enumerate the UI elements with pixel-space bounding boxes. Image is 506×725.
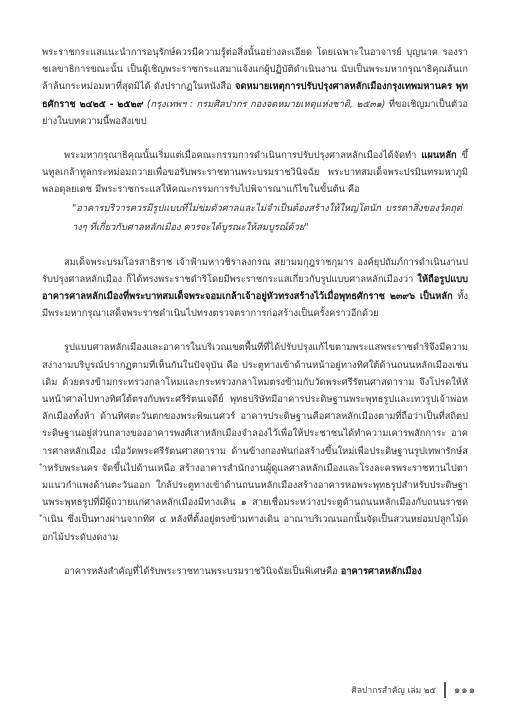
paragraph-3-tail: ทั้งมีพระมหากรุณาเสด็จพระราชดำเนินไปทรงตรวจตราการก่อสร้างเป็นครั้งคราวอีกด้วย: [42, 291, 468, 320]
royal-quote: [42, 199, 468, 237]
design-directive: ให้ถือรูปแบบอาคารศาลหลักเมืองที่พระบาทสมเด็จพระจอมเกล้าเจ้าอยู่หัวทรงสร้างไว้เมื่อพุทธศักราช ๒๓๙๖ เป็นหลัก: [42, 273, 468, 303]
paragraph-5-text: อาคารหลังสำคัญที่ได้รับพระราชทานพระบรมราชวินิจฉัยเป็นพิเศษคือ: [64, 565, 338, 577]
royal-quote-text: "อาคารบริวารควรมีรูปแบบที่ไม่ข่มตัวศาลและไม่จำเป็นต้องสร้างให้ใหญ่โตนัก บรรดาสิ่งของวัตถุต่างๆ ที่เกี่ยวกับศาลหลักเมือง ควรจะได้บูรณะให้สมบูรณ์ด้วย": [72, 202, 462, 233]
page-footer: [351, 680, 476, 700]
paragraph-3-text: สมเด็จพระบรมโอรสาธิราช เจ้าฟ้ามหาวชิราลงกรณ สยามมกุฎราชกุมาร องค์ยุปถัมภ์การดำเนินงานปรับปรุงศาลหลักเมือง ก็ได้ทรงพระราชดำริโดยมีพระราชกระแสเกี่ยวกับรูปแบบศาลหลักเมืองว่า: [42, 256, 468, 285]
book-citation: (กรุงเทพฯ : กรมศิลปากร กองจดหมายเหตุแห่งชาติ, ๒๕๓๑): [146, 98, 386, 110]
paragraph-2-tail: ขึ้นทูลเกล้าทูลกระหม่อมถวายเพื่อขอรับพระราชทานพระบรมราชวินิจฉัย พระบาทสมเด็จพระปรมินทรมหาภูมิพลอดุลยเดช มีพระราชกระแสให้คณะกรรมการรับไปพิจารณาแก้ไขในขั้นต้น คือ: [42, 150, 468, 196]
paragraph-1-tail: ที่ขอเชิญมาเป็นตัวอย่างในบทความนี้พอสังเขป: [42, 98, 468, 127]
paragraph-1-text: พระราชกระแสแนะนำการอนุรักษ์ควรมีความรู้ต่อสิ่งนั้นอย่างละเอียด โดยเฉพาะในอาจารย์ บุญนาค รองราชเลขาธิการขณะนั้น เป็นผู้เชิญพระราชกระแสมาแจ้งแก่ผู้ปฏิบัติดำเนินงาน นับเป็นพระมหากรุณาธิคุณล้นเกล้าล้นกระหม่อมหาที่สุดมิได้ ดังปรากฏในหนังสือ: [42, 47, 468, 93]
paragraph-5: [42, 563, 468, 580]
article-body: [42, 44, 468, 580]
journal-title: ศิลปากรสำคัญ เล่ม ๒๕: [351, 686, 436, 696]
paragraph-4: รูปแบบศาลหลักเมืองและอาคารในบริเวณเขตพื้นที่ที่ได้ปรับปรุงแก้ไขตามพระแสพระราชดำริจึงมีความสง่างามบริบูรณ์ปรากฏตามที่เห็นกันในปัจจุบัน คือ ประตูทางเข้าด้านหน้าอยู่ทางทิศใต้ด้านถนนหลักเมืองเช่นเดิม ด้วยตรงข้ามกระทรวงกลาโหมและกระทรวงกลาโหมตรงข้ามกับวัดพระศรีรัตนศาสดาราม จึงโปรดให้หันหน้าศาลไปทางทิศใต้ตรงกับพระศรีรัตนเจดีย์ พุทธบริษัทมีอาคารประดิษฐานพระพุทธรูปและเทวรูปเจ้าพ่อหลักเมืองทั้งห้า ด้านทิศตะวันตกของพระพิฆเนศวร์ อาคารประดิษฐานคือศาลหลักเมืองตามที่ถือว่าเป็นที่สถิตประดิษฐานอยู่ส่วนกลางของอาคารพงศ์เสาหลักเมืองจำลองไว้เพื่อให้ประชาชนได้ทำความเคารพสักการะ อาคารศาลหลักเมือง เมื่อวัดพระศรีรัตนศาสดาราม ด้านข้างกองพันก่อสร้างขึ้นใหม่เพื่อประดิษฐานรูปเทพารักษ์สำหรับพระนคร จัดขึ้นไปด้านเหนือ สร้างอาคารสำนักงานผู้ดูแลศาลหลักเมืองและโรงละครพระราชทานไปตามแนวกำแพงด้านตะวันออก ใกล้ประตูทางเข้าด้านถนนหลักเมืองสร้างอาคารหอพระพุทธรูปสำหรับประดิษฐานพระพุทธรูปที่มีผู้ถวายแก่ศาลหลักเมืองมีทางเดิน ๑ สายเชื่อมระหว่างประตูด้านถนนหลักเมืองกับถนนราชดำเนิน ซึ่งเป็นทางผ่านจากทิศ ๔ หลังที่ตั้งอยู่ตรงข้ามทางเดิน อาณาบริเวณนอกนั้นจัดเป็นสวนหย่อมปลูกไม้ดอกไม้ประดับงดงาม: [42, 342, 468, 543]
footer-divider: [444, 682, 446, 698]
shrine-building-term: อาคารศาลหลักเมือง: [340, 565, 422, 577]
book-title: จดหมายเหตุการปรับปรุงศาลหลักเมืองกรุงเทพมหานคร พุทธศักราช ๒๔๒๕ - ๒๕๒๙: [42, 81, 468, 110]
paragraph-1: [42, 44, 468, 130]
master-plan-term: แผนหลัก: [421, 150, 457, 162]
paragraph-2-text: พระมหากรุณาธิคุณนั้นเริ่มแต่เมื่อคณะกรรมการดำเนินการปรับปรุงศาลหลักเมืองได้จัดทำ: [64, 150, 417, 162]
paragraph-2: [42, 147, 468, 199]
page-number: ๑๑๑: [453, 684, 476, 696]
paragraph-3: [42, 254, 468, 323]
